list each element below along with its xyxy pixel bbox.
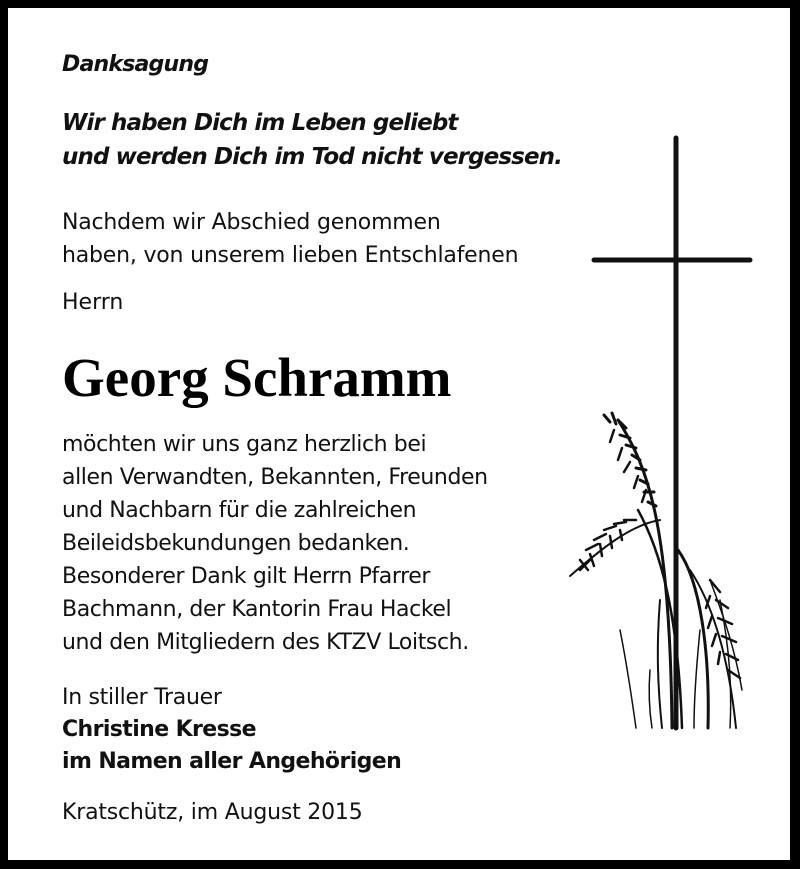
cross-with-wheat-icon: [560, 130, 780, 740]
signer-name: Christine Kresse: [62, 717, 256, 742]
body-line: allen Verwandten, Bekannten, Freunden: [62, 465, 488, 490]
intro-line: haben, von unserem lieben Entschlafenen: [62, 243, 519, 268]
body-line: und Nachbarn für die zahlreichen: [62, 498, 417, 523]
notice-heading: Danksagung: [62, 52, 209, 77]
deceased-name: Georg Schramm: [62, 347, 452, 408]
salutation: Herrn: [62, 290, 124, 315]
intro-line: Nachdem wir Abschied genommen: [62, 210, 441, 235]
on-behalf-line: im Namen aller Angehörigen: [62, 749, 402, 774]
motto: [62, 106, 562, 174]
body-line: und den Mitgliedern des KTZV Loitsch.: [62, 630, 469, 655]
motto-line: Wir haben Dich im Leben geliebt: [62, 110, 458, 136]
mourning-block: [62, 682, 401, 778]
body-line: Beileidsbekundungen bedanken.: [62, 531, 410, 556]
intro-text: [62, 206, 518, 272]
body-line: Bachmann, der Kantorin Frau Hackel: [62, 597, 452, 622]
place-date: Kratschütz, im August 2015: [62, 800, 363, 825]
motto-line: und werden Dich im Tod nicht vergessen.: [62, 144, 562, 170]
mourning-intro: In stiller Trauer: [62, 685, 222, 710]
body-line: Besonderer Dank gilt Herrn Pfarrer: [62, 564, 431, 589]
body-line: möchten wir uns ganz herzlich bei: [62, 432, 427, 457]
thanks-body: [62, 428, 488, 659]
